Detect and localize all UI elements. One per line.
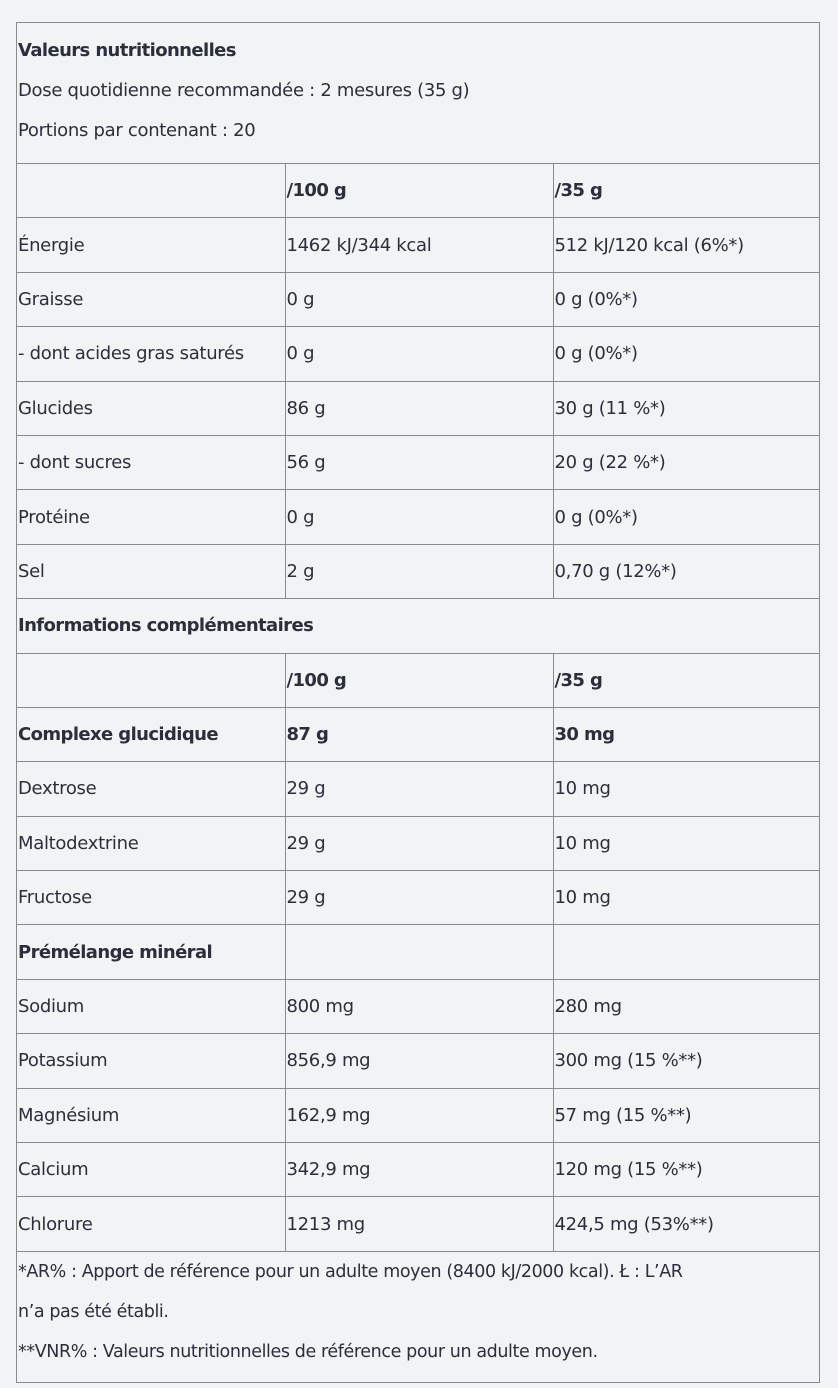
servings-per-container: Portions par contenant : 20: [18, 120, 256, 141]
footnotes: [17, 1252, 819, 1382]
table-row: [17, 1088, 819, 1142]
value-per-100g: 86 g: [285, 381, 553, 435]
value-per-serving: 30 mg: [553, 707, 819, 761]
value-per-100g: 0 g: [285, 327, 553, 381]
value-per-100g: 162,9 mg: [285, 1088, 553, 1142]
value-per-100g: 342,9 mg: [285, 1143, 553, 1197]
value-per-100g: 0 g: [285, 272, 553, 326]
nutrient-name: Potassium: [17, 1034, 285, 1088]
footnote-ar: *AR% : Apport de référence pour un adulte moyen (8400 kJ/2000 kcal). Ł : L’AR: [18, 1261, 683, 1282]
value-per-serving: 30 g (11 %*): [553, 381, 819, 435]
table-row: [17, 272, 819, 326]
table-row: [17, 381, 819, 435]
value-per-serving: [553, 925, 819, 979]
value-per-100g: [285, 925, 553, 979]
daily-dose: Dose quotidienne recommandée : 2 mesures (35 g): [18, 80, 470, 101]
value-per-serving: 280 mg: [553, 979, 819, 1033]
table-row: [17, 1143, 819, 1197]
value-per-serving: /35 g: [553, 653, 819, 707]
value-per-100g: 1462 kJ/344 kcal: [285, 218, 553, 272]
nutrient-name: Glucides: [17, 381, 285, 435]
value-per-serving: 0,70 g (12%*): [553, 544, 819, 598]
value-per-serving: 10 mg: [553, 762, 819, 816]
footnote-ar-cont: n’a pas été établi.: [18, 1301, 169, 1322]
value-per-serving: 0 g (0%*): [553, 327, 819, 381]
value-per-serving: /35 g: [553, 164, 819, 218]
table-row: [17, 164, 819, 218]
nutrient-name: Prémélange minéral: [17, 925, 285, 979]
section-title: Valeurs nutritionnelles: [18, 40, 236, 61]
nutrient-name: [17, 164, 285, 218]
nutrition-header: [17, 23, 819, 164]
nutrient-name: Complexe glucidique: [17, 707, 285, 761]
value-per-serving: 20 g (22 %*): [553, 435, 819, 489]
nutrient-name: Sel: [17, 544, 285, 598]
nutrient-name: Protéine: [17, 490, 285, 544]
table-row: [17, 707, 819, 761]
value-per-100g: 29 g: [285, 871, 553, 925]
value-per-serving: 0 g (0%*): [553, 490, 819, 544]
table-row: [17, 871, 819, 925]
values-table: [17, 164, 819, 1252]
nutrient-name: Informations complémentaires: [17, 599, 819, 653]
table-row: [17, 816, 819, 870]
value-per-100g: 56 g: [285, 435, 553, 489]
table-row: [17, 435, 819, 489]
value-per-serving: 0 g (0%*): [553, 272, 819, 326]
value-per-serving: 512 kJ/120 kcal (6%*): [553, 218, 819, 272]
value-per-100g: 800 mg: [285, 979, 553, 1033]
nutrient-name: Maltodextrine: [17, 816, 285, 870]
value-per-100g: 29 g: [285, 762, 553, 816]
value-per-100g: 1213 mg: [285, 1197, 553, 1251]
value-per-100g: 29 g: [285, 816, 553, 870]
value-per-serving: 10 mg: [553, 871, 819, 925]
nutrient-name: Magnésium: [17, 1088, 285, 1142]
value-per-100g: 856,9 mg: [285, 1034, 553, 1088]
value-per-100g: 0 g: [285, 490, 553, 544]
nutrient-name: Énergie: [17, 218, 285, 272]
table-row: [17, 925, 819, 979]
value-per-serving: 300 mg (15 %**): [553, 1034, 819, 1088]
value-per-100g: 2 g: [285, 544, 553, 598]
table-row: [17, 653, 819, 707]
nutrient-name: Chlorure: [17, 1197, 285, 1251]
nutrition-table: [16, 22, 820, 1383]
table-row: [17, 490, 819, 544]
nutrient-name: Calcium: [17, 1143, 285, 1197]
nutrient-name: Graisse: [17, 272, 285, 326]
nutrient-name: - dont sucres: [17, 435, 285, 489]
value-per-serving: 120 mg (15 %**): [553, 1143, 819, 1197]
table-row: [17, 1197, 819, 1251]
nutrient-name: Fructose: [17, 871, 285, 925]
table-row: [17, 544, 819, 598]
footnote-vnr: **VNR% : Valeurs nutritionnelles de référence pour un adulte moyen.: [18, 1341, 598, 1362]
table-row: [17, 218, 819, 272]
table-row: [17, 327, 819, 381]
value-per-serving: 57 mg (15 %**): [553, 1088, 819, 1142]
nutrient-name: Dextrose: [17, 762, 285, 816]
table-row: [17, 1034, 819, 1088]
nutrient-name: - dont acides gras saturés: [17, 327, 285, 381]
value-per-100g: /100 g: [285, 164, 553, 218]
value-per-serving: 10 mg: [553, 816, 819, 870]
table-row: [17, 762, 819, 816]
nutrient-name: Sodium: [17, 979, 285, 1033]
value-per-serving: 424,5 mg (53%**): [553, 1197, 819, 1251]
value-per-100g: /100 g: [285, 653, 553, 707]
value-per-100g: 87 g: [285, 707, 553, 761]
section-row: [17, 599, 819, 653]
nutrient-name: [17, 653, 285, 707]
table-row: [17, 979, 819, 1033]
